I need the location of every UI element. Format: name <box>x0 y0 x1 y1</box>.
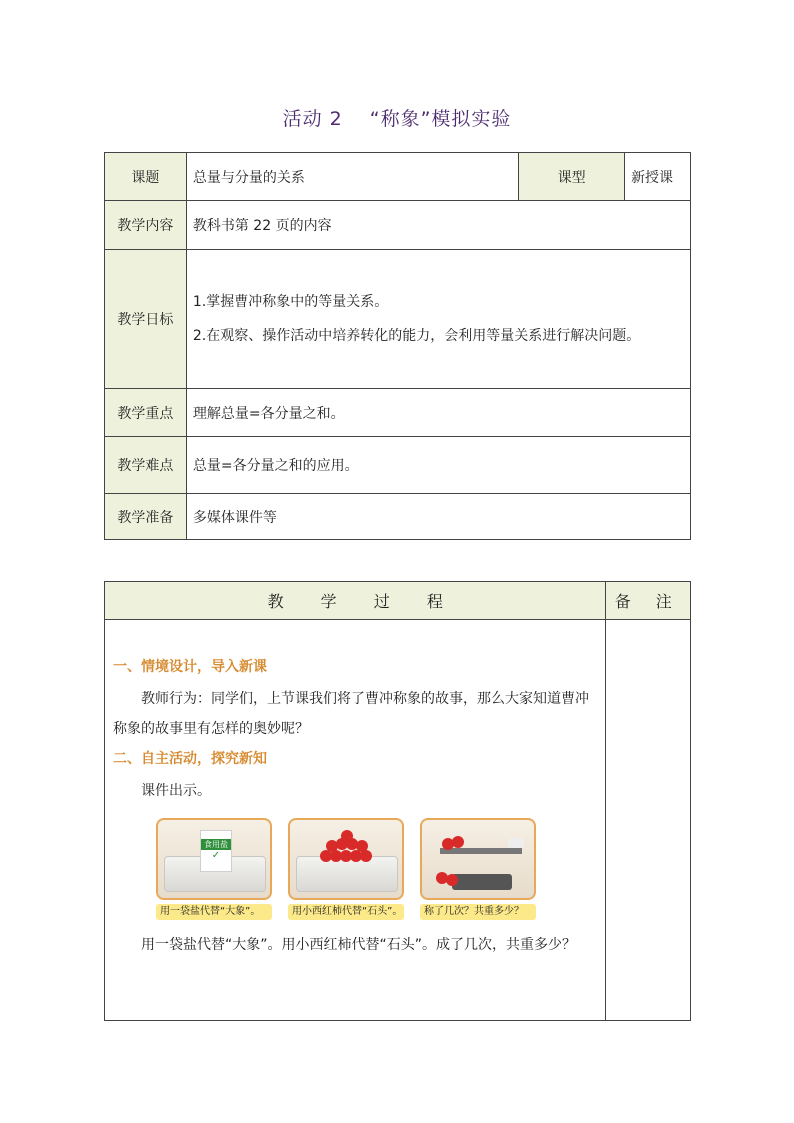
scale-icon <box>452 874 512 890</box>
tomato-pile-icon <box>320 836 372 864</box>
notes-header: 备 注 <box>606 582 691 620</box>
salt-bag-label: 食用盐 <box>201 839 231 850</box>
topic-label: 课题 <box>105 153 187 201</box>
image-caption: 用一袋盐代替“大象”。 <box>156 904 272 920</box>
salt-bag-shape <box>200 830 232 872</box>
table-row <box>105 201 691 250</box>
goal-value <box>186 250 690 389</box>
table-row <box>105 389 691 437</box>
table-row <box>105 437 691 494</box>
scale-beam-shape <box>440 848 522 854</box>
image-caption: 用小西红柿代替“石头”。 <box>288 904 404 920</box>
table-row <box>105 582 691 620</box>
salt-bag-image <box>156 818 272 920</box>
section2-intro: 课件出示。 <box>141 783 211 799</box>
teaching-process-table <box>104 581 691 1021</box>
tomato-picture <box>288 818 404 900</box>
goal-item: 1.掌握曹冲称象中的等量关系。 <box>192 294 389 310</box>
key-value: 理解总量=各分量之和。 <box>186 389 690 437</box>
prep-label: 教学准备 <box>105 494 187 540</box>
process-body <box>105 620 606 1021</box>
process-header: 教 学 过 程 <box>105 582 606 620</box>
content-value: 教科书第 22 页的内容 <box>186 201 690 250</box>
scale-picture <box>420 818 536 900</box>
type-value: 新授课 <box>625 153 691 201</box>
table-row <box>105 153 691 201</box>
image-caption: 称了几次？共重多少？ <box>420 904 536 920</box>
key-label: 教学重点 <box>105 389 187 437</box>
section2-text: 用一袋盐代替“大象”。用小西红柿代替“石头”。成了几次，共重多少？ <box>141 937 577 953</box>
table-row <box>105 620 691 1021</box>
notes-cell <box>606 620 691 1021</box>
tomato-image <box>288 818 404 920</box>
goal-item: 2.在观察、操作活动中培养转化的能力，会利用等量关系进行解决问题。 <box>192 328 641 344</box>
table-row <box>105 494 691 540</box>
scale-image <box>420 818 536 920</box>
topic-value: 总量与分量的关系 <box>186 153 518 201</box>
courseware-images <box>156 818 597 920</box>
prep-value: 多媒体课件等 <box>186 494 690 540</box>
type-label: 课型 <box>519 153 625 201</box>
goal-label: 教学日标 <box>105 250 187 389</box>
salt-bag-picture <box>156 818 272 900</box>
section1-text: 教师行为：同学们，上节课我们将了曹冲称象的故事，那么大家知道曹冲称象的故事里有怎样的奥妙呢？ <box>113 691 589 737</box>
section1-title: 一、情境设计，导入新课 <box>113 659 267 675</box>
table-row <box>105 250 691 389</box>
difficulty-value: 总量=各分量之和的应用。 <box>186 437 690 494</box>
section2-title: 二、自主活动，探究新知 <box>113 751 267 767</box>
page-title: 活动 2 “称象”模拟实验 <box>282 108 512 130</box>
check-icon: ✓ <box>211 850 221 861</box>
lesson-info-table <box>104 152 691 540</box>
content-label: 教学内容 <box>105 201 187 250</box>
difficulty-label: 教学难点 <box>105 437 187 494</box>
